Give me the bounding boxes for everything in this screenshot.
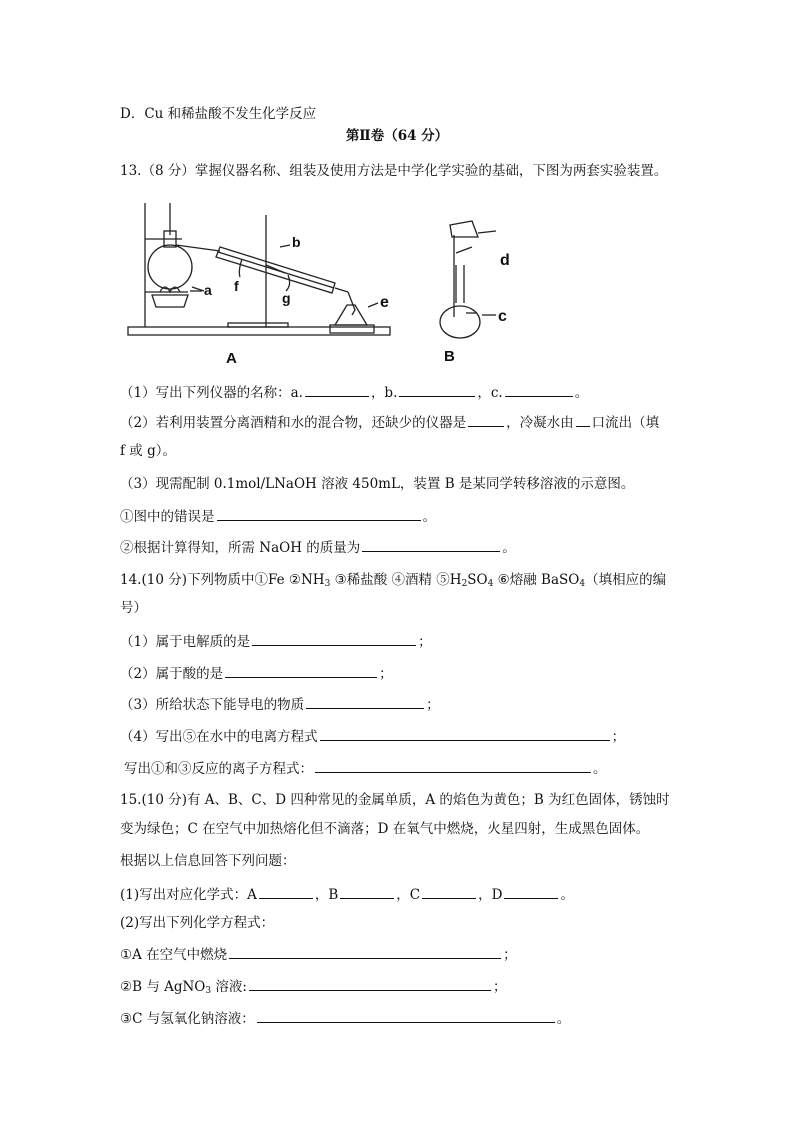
answer-blank-c[interactable] [505,382,573,397]
q14-part4-end: ； [611,729,626,745]
adapter [348,292,355,315]
q14-part3-end: ； [426,697,440,713]
q14-part1-end: ； [418,634,432,650]
q15-stem: 15.(10 分)有 A、B、C、D 四种常见的金属单质，A 的焰色为黄色；B 为红色固体，锈蚀时 [120,792,670,808]
q15-part2-i-end: ； [503,947,517,963]
q15-part1 [120,884,574,905]
q15-part2-ii-a: ②B 与 AgNO [120,979,206,995]
option-d: D．Cu 和稀盐酸不发生化学反应 [120,106,317,122]
q14-part2-text: （2）属于酸的是 [120,666,224,682]
q13-part1-text: （1）写出下列仪器的名称：a. [120,385,303,401]
apparatus-drawing [120,195,520,370]
answer-blank-eq1[interactable] [229,944,501,959]
answer-blank-A[interactable] [259,884,313,899]
answer-blank-eq2[interactable] [249,976,491,991]
q14-stem [120,570,666,594]
q14-stem-d-sub: 4 [579,579,586,589]
answer-blank-outlet[interactable] [576,412,590,427]
answer-blank-conductive[interactable] [306,694,424,709]
q13-part2-cont: f 或 g）。 [120,443,176,459]
alcohol-lamp [152,295,188,307]
q15-part1-end: 。 [560,887,574,903]
answer-blank-eq3[interactable] [257,1008,555,1023]
q15-part1-c: ，C [396,887,421,903]
q15-part2-iii-end: 。 [556,1011,571,1027]
answer-blank-instrument[interactable] [468,412,504,427]
beaker [450,221,478,237]
answer-blank-D[interactable] [504,884,558,899]
q15-stem-cont: 变为绿色；C 在空气中加热熔化但不滴落；D 在氧气中燃烧，火星四射，生成黑色固体。 [120,821,650,837]
q14-part5-end: 。 [593,761,607,777]
q15-part1-a: (1)写出对应化学式：A [120,887,257,903]
label-d: d [500,252,510,269]
answer-blank-mass[interactable] [362,537,500,552]
q14-part1-text: （1）属于电解质的是 [120,634,251,650]
q13-part2-text: （2）若利用装置分离酒精和水的混合物，还缺少的仪器是 [120,415,467,431]
q13-part3: （3）现需配制 0.1mol/LNaOH 溶液 450mL，装置 B 是某同学转移溶液的示意图。 [120,476,635,492]
label-g: g [282,290,291,306]
section-title: 第Ⅱ卷（64 分） [345,128,449,144]
q13-part2-mid: ，冷凝水由 [506,415,574,431]
q14-part3-text: （3）所给状态下能导电的物质 [120,697,305,713]
q14-part3 [120,694,440,715]
q15-part2-ii-end: ； [492,979,507,995]
q14-stem-c-sub: 4 [487,579,494,589]
q14-part2-end: ； [379,666,393,682]
q15-part2-ii-sub: 3 [205,986,212,996]
q13-part3-i-text: ①图中的错误是 [120,509,215,525]
answer-blank-electrolyte[interactable] [252,631,416,646]
apparatus-a-label: A [226,350,237,367]
q14-stem-a: 14.(10 分)下列物质中①Fe ②NH [120,572,325,588]
label-c: c [498,308,507,325]
q13-part3-ii [120,537,516,558]
q13-part3-i-end: 。 [422,509,436,525]
conical-flask [335,305,367,325]
label-f: f [234,278,239,294]
q15-part2-ii [120,976,506,1001]
q14-part4 [120,726,625,747]
q14-stem-c: SO [467,572,488,588]
apparatus-b-label: B [444,348,455,365]
q13-stem: 13.（8 分）掌握仪器名称、组装及使用方法是中学化学实验的基础，下图为两套实验装置。 [120,163,668,179]
q15-part2-iii-text: ③C 与氢氧化钠溶液： [120,1011,255,1027]
q15-part1-d: ，D [478,887,503,903]
q15-part2-i [120,944,517,965]
answer-blank-B[interactable] [340,884,394,899]
answer-blank-a[interactable] [305,382,369,397]
q13-part2-end: 口流出（填 [591,415,660,431]
answer-blank-acid[interactable] [225,663,377,678]
q15-part2-ii-b: 溶液: [211,979,247,995]
volumetric-flask [440,306,480,338]
q14-stem-b-sub: 2 [461,579,468,589]
answer-blank-C[interactable] [422,884,476,899]
q14-part5-text: 写出①和③反应的离子方程式： [124,761,313,777]
answer-blank-ionization[interactable] [320,726,610,741]
apparatus-figure [120,195,520,370]
q15-part2-iii [120,1008,570,1029]
q14-stem-a-sub: 3 [324,579,331,589]
q14-stem-b: ③稀盐酸 ④酒精 ⑤H [330,572,462,588]
q13-part1 [120,382,588,403]
stand-base-left [128,327,390,335]
q13-part2 [120,412,659,433]
label-a: a [204,282,212,298]
q14-part4-text: （4）写出⑤在水中的电离方程式 [120,729,318,745]
q14-part5 [124,758,607,779]
q13-part1-c: ，c. [477,385,503,401]
q13-part3-ii-end: 。 [502,540,516,556]
answer-blank-error[interactable] [217,506,421,521]
q14-stem-e: （填相应的编 [585,572,667,588]
label-e: e [380,294,389,311]
q15-part2-i-text: ①A 在空气中燃烧 [120,947,228,963]
q13-part3-ii-text: ②根据计算得知，所需 NaOH 的质量为 [120,540,361,556]
answer-blank-ionic-equation[interactable] [315,758,591,773]
label-b: b [292,234,301,250]
q13-part1-end: 。 [574,385,589,401]
q14-stem-cont: 号） [120,600,147,616]
q14-stem-d: ⑥熔融 BaSO [493,572,580,588]
distilling-flask [148,245,192,289]
q13-part1-b: ，b. [370,385,398,401]
answer-blank-b[interactable] [399,382,475,397]
q15-part1-b: ，B [314,887,339,903]
q15-intro: 根据以上信息回答下列问题： [120,853,296,869]
q14-part1 [120,631,432,652]
q14-part2 [120,663,393,684]
q15-part2: (2)写出下列化学方程式： [120,915,275,931]
q13-part3-i [120,506,436,527]
